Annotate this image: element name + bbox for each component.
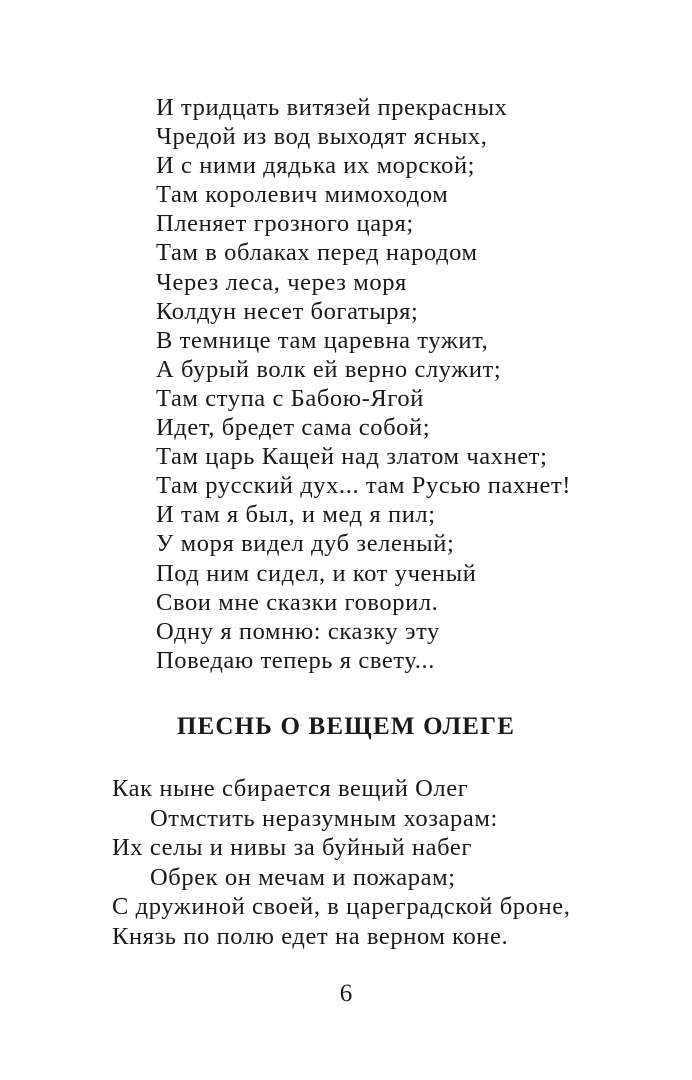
poem-title: ПЕСНЬ О ВЕЩЕМ ОЛЕГЕ — [176, 713, 516, 740]
verse-line: Идет, бредет сама собой; — [156, 414, 431, 442]
verse-line: Одну я помню: сказку эту — [156, 617, 440, 645]
verse-line: Пленяет грозного царя; — [156, 210, 414, 238]
verse-line-indented: Отмстить неразумным хозарам: — [150, 804, 498, 832]
verse-line: Там ступа с Бабою-Ягой — [156, 384, 424, 412]
verse-line: Как ныне сбирается вещий Олег — [112, 775, 469, 802]
verse-line: Через леса, через моря — [156, 268, 407, 296]
verse-line: Князь по полю едет на верном коне. — [112, 922, 509, 950]
verse-line: И с ними дядька их морской; — [156, 152, 476, 180]
verse-line-indented: Обрек он мечам и пожарам; — [150, 863, 456, 891]
verse-line: У моря видел дуб зеленый; — [156, 530, 455, 558]
verse-line: Колдун несет богатыря; — [156, 297, 419, 325]
poem-fragment — [156, 93, 571, 675]
verse-line: Их селы и нивы за буйный набег — [112, 834, 472, 861]
poem-stanza — [112, 774, 570, 951]
verse-line: Там русский дух... там Русью пахнет! — [156, 472, 572, 500]
verse-line: Поведаю теперь я свету... — [156, 646, 435, 674]
verse-line: Свои мне сказки говорил. — [156, 588, 439, 616]
verse-line: А бурый волк ей верно служит; — [156, 355, 502, 383]
verse-line: И тридцать витязей прекрасных — [156, 94, 508, 121]
verse-line: Там царь Кащей над златом чахнет; — [156, 443, 548, 471]
page-number: 6 — [339, 980, 353, 1007]
verse-line: Там в облаках перед народом — [156, 239, 478, 267]
verse-line: И там я был, и мед я пил; — [156, 501, 436, 529]
verse-line: Под ним сидел, и кот ученый — [156, 559, 477, 587]
verse-line: Там королевич мимоходом — [156, 181, 449, 209]
verse-line: В темнице там царевна тужит, — [156, 326, 489, 354]
verse-line: С дружиной своей, в цареградской броне, — [112, 893, 571, 920]
verse-line: Чредой из вод выходят ясных, — [156, 123, 488, 151]
